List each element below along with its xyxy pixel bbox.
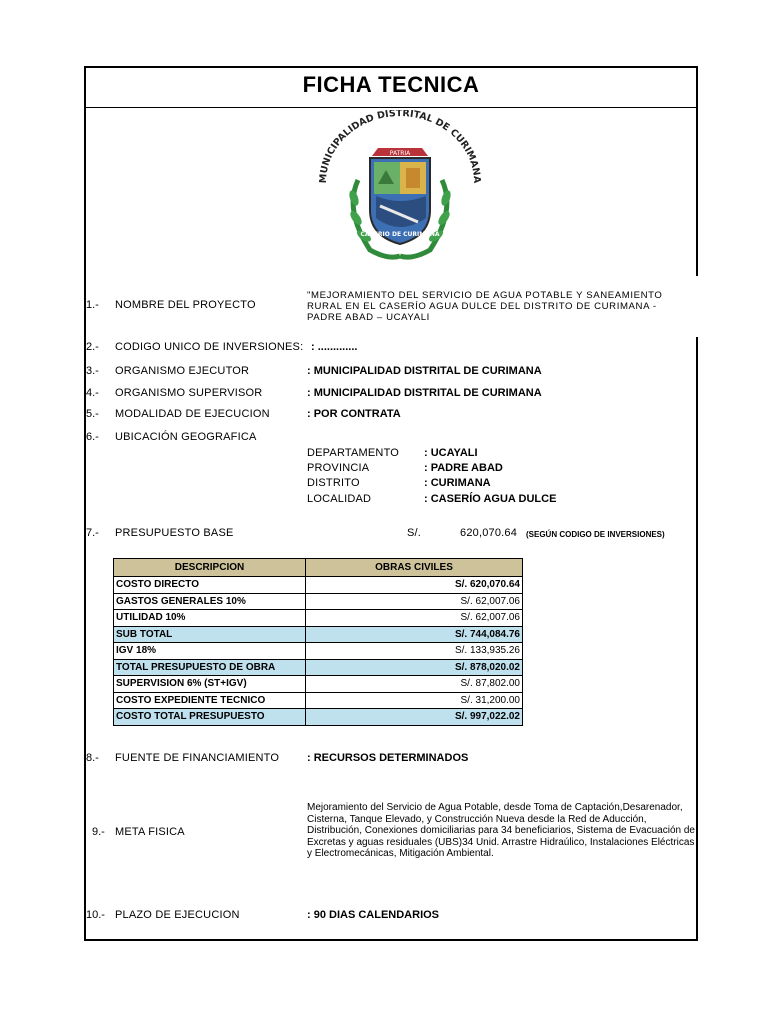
- frame-top-border: [84, 66, 698, 68]
- header-obras-civiles: OBRAS CIVILES: [306, 559, 523, 577]
- item-2-number: 2.-: [86, 341, 99, 353]
- item-4-label: ORGANISMO SUPERVISOR: [115, 387, 263, 399]
- table-row: [114, 626, 523, 643]
- item-10-label: PLAZO DE EJECUCION: [115, 909, 240, 921]
- table-row: [114, 643, 523, 660]
- frame-left-border: [84, 66, 86, 941]
- item-2-label: CODIGO UNICO DE INVERSIONES:: [115, 341, 304, 353]
- meta-fisica-value: Mejoramiento del Servicio de Agua Potable, desde Toma de Captación,Desarenador, Cisterna, Tanque Elevado, y Construcción Nueva desde la Red de Aducción, Distribución, Conexiones domiciliarias para 34 beneficiarios, Sistema de Evacuación de Excretas y aguas residuales (UBS)34 Unid. Arrastre Hidraúlico, Instalaciones Eléctricas y Electromecánicas, Mitigación Ambiental.: [307, 802, 695, 859]
- page-title: FICHA TECNICA: [302, 72, 480, 97]
- row-value: S/. 878,020.02: [306, 659, 523, 676]
- row-desc: COSTO TOTAL PRESUPUESTO: [114, 709, 306, 726]
- table-row: [114, 577, 523, 594]
- item-8-label: FUENTE DE FINANCIAMIENTO: [115, 752, 280, 764]
- row-value: S/. 62,007.06: [306, 593, 523, 610]
- budget-currency: S/.: [407, 527, 422, 539]
- row-value: S/. 133,935.26: [306, 643, 523, 660]
- item-3-value: : MUNICIPALIDAD DISTRITAL DE CURIMANA: [307, 365, 542, 377]
- row-desc: COSTO DIRECTO: [114, 577, 306, 594]
- row-desc: GASTOS GENERALES 10%: [114, 593, 306, 610]
- distrito-value: : CURIMANA: [424, 477, 491, 489]
- row-value: S/. 997,022.02: [306, 709, 523, 726]
- departamento-value: : UCAYALI: [424, 447, 478, 459]
- item-5-value: : POR CONTRATA: [307, 408, 401, 420]
- item-10-value: : 90 DIAS CALENDARIOS: [307, 909, 440, 921]
- item-7-number: 7.-: [86, 527, 99, 539]
- localidad-label: LOCALIDAD: [307, 493, 372, 505]
- row-value: S/. 620,070.64: [306, 577, 523, 594]
- row-value: S/. 744,084.76: [306, 626, 523, 643]
- item-6-number: 6.-: [86, 431, 99, 443]
- row-desc: SUB TOTAL: [114, 626, 306, 643]
- municipality-logo: [318, 110, 482, 262]
- row-desc: UTILIDAD 10%: [114, 610, 306, 627]
- project-name-value: "MEJORAMIENTO DEL SERVICIO DE AGUA POTABLE Y SANEAMIENTO RURAL EN EL CASERÍO AGUA DULCE DEL DISTRITO DE CURIMANA - PADRE ABAD – UCAYALI: [307, 290, 663, 323]
- logo-banner-text: PATRIA: [389, 150, 411, 157]
- item-2-value: : .............: [311, 341, 358, 353]
- row-desc: SUPERVISION 6% (ST+IGV): [114, 676, 306, 693]
- item-6-label: UBICACIÓN GEOGRAFICA: [115, 431, 257, 443]
- row-value: S/. 62,007.06: [306, 610, 523, 627]
- row-desc: TOTAL PRESUPUESTO DE OBRA: [114, 659, 306, 676]
- item-1-number: 1.-: [86, 299, 99, 311]
- provincia-label: PROVINCIA: [307, 462, 370, 474]
- frame-bottom-border: [84, 939, 698, 941]
- budget-note: (SEGÚN CODIGO DE INVERSIONES): [526, 530, 665, 539]
- row-desc: COSTO EXPEDIENTE TECNICO: [114, 692, 306, 709]
- logo-bottom-text: CASERIO DE CURIMANA: [360, 231, 440, 238]
- item-9-number: 9.-: [92, 826, 105, 838]
- table-row: [114, 659, 523, 676]
- item-5-label: MODALIDAD DE EJECUCION: [115, 408, 270, 420]
- item-9-label: META FISICA: [115, 826, 185, 838]
- item-3-label: ORGANISMO EJECUTOR: [115, 365, 250, 377]
- header-descripcion: DESCRIPCION: [114, 559, 306, 577]
- item-10-number: 10.-: [86, 909, 105, 921]
- row-value: S/. 87,802.00: [306, 676, 523, 693]
- departamento-label: DEPARTAMENTO: [307, 447, 400, 459]
- budget-amount: 620,070.64: [460, 527, 518, 539]
- provincia-value: : PADRE ABAD: [424, 462, 503, 474]
- row-value: S/. 31,200.00: [306, 692, 523, 709]
- row-desc: IGV 18%: [114, 643, 306, 660]
- table-row: [114, 709, 523, 726]
- item-4-value: : MUNICIPALIDAD DISTRITAL DE CURIMANA: [307, 387, 542, 399]
- table-row: [114, 676, 523, 693]
- logo-arc-text: MUNICIPALIDAD DISTRITAL DE CURIMANA: [318, 110, 482, 184]
- cost-table: [113, 558, 523, 726]
- distrito-label: DISTRITO: [307, 477, 360, 489]
- item-1-label: NOMBRE DEL PROYECTO: [115, 299, 256, 311]
- frame-right-border: [696, 66, 698, 276]
- item-5-number: 5.-: [86, 408, 99, 420]
- cost-table-header: [114, 559, 523, 577]
- item-8-number: 8.-: [86, 752, 99, 764]
- item-3-number: 3.-: [86, 365, 99, 377]
- title-divider: [84, 107, 698, 108]
- localidad-value: : CASERÍO AGUA DULCE: [424, 493, 557, 505]
- item-4-number: 4.-: [86, 387, 99, 399]
- item-7-label: PRESUPUESTO BASE: [115, 527, 234, 539]
- table-row: [114, 610, 523, 627]
- item-8-value: : RECURSOS DETERMINADOS: [307, 752, 469, 764]
- table-row: [114, 692, 523, 709]
- table-row: [114, 593, 523, 610]
